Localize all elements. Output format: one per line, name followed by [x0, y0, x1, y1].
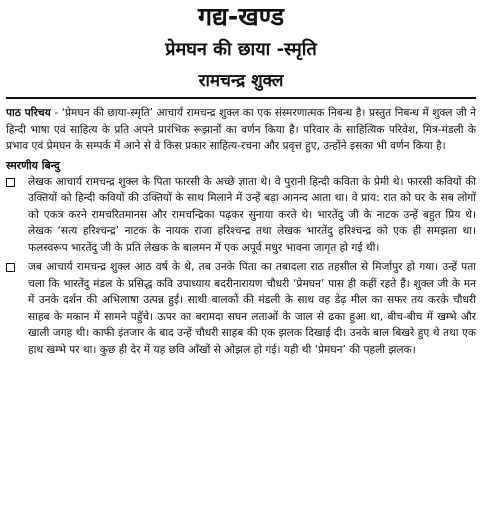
intro-text: - ‘प्रेमघन की छाया-स्मृति’ आचार्य रामचन्द्र शुक्ल का एक संस्मरणात्मक निबन्ध है। प्रस्तुत निबन्ध में शुक्ल जी ने हिन्दी भाषा एवं साहित्य के प्रति अपने प्रारंभिक रूझानों का वर्णन किया है। परिवार के साहित्यिक परिवेश, मित्र-मंडली के प्रभाव एवं प्रेमघन के सम्पर्क में आने से वे किस प्रकार साहित्य-रचना और प्रवृत्त हुए, उन्होंने इसका भी वर्णन किया है।: [6, 107, 476, 152]
intro-paragraph: [6, 105, 476, 155]
title-divider: [6, 97, 476, 99]
points-heading: स्मरणीय बिन्दु: [6, 158, 60, 172]
chapter-title: प्रेमघन की छाया -स्मृति: [165, 39, 317, 60]
list-item-text: लेखक आचार्य रामचन्द्र शुक्ल के पिता फारसी के अच्छे ज्ञाता थे। वे पुरानी हिन्दी कविता के प्रेमी थे। फारसी कवियों की उक्तियों को हिन्दी कवियों की उक्तियों के साथ मिलाने में उन्हें बड़ा आनन्द आता था। वे प्राय: रात को घर के सब लोगों को एकत्र करने रामचरितमानस और रामचन्द्रिका पढ़कर सुनाया करते थे। भारतेंदु जी के नाटक उन्हें बहुत प्रिय थे। लेखक ‘सत्य हरिश्चन्द्र’ नाटक के नायक राजा हरिश्चन्द्र तथा लेखक भारतेंदु हरिश्चन्द्र को एक ही समझता था। फलस्वरूप भारतेंदु जी के प्रति लेखक के बालमन में एक अपूर्व मधुर भावना जागृत हो गई थी।: [28, 175, 476, 254]
checkbox-square-icon: [6, 174, 28, 193]
checkbox-square-icon: [6, 259, 28, 278]
list-item: [6, 174, 476, 257]
intro-label: पाठ परिचय: [6, 107, 51, 119]
author-name: रामचन्द्र शुक्ल: [198, 71, 284, 91]
list-item-text: जब आचार्य रामचन्द्र शुक्ल आठ वर्ष के थे, तब उनके पिता का तबादला राठ तहसील से मिर्जापुर हो गया। उन्हें पता चला कि भारतेंदु मंडल के प्रसिद्ध कवि उपाध्याय बदरीनारायण चौधरी ‘प्रेमघन’ पास ही कहीं रहते हैं। शुक्ल जी के मन में उनके दर्शन की अभिलाषा उत्पन्न हुई। साथी बालकों की मंडली के साथ वह डेढ़ मील का सफर तय करके चौधरी साहब के मकान में सामने पहुँचे। ऊपर का बरामदा सघन लताओं के जाल से ढका हुआ था, बीच-बीच में खम्भे और खाली जगह थी। काफी इंतजार के बाद उन्हें चौधरी साहब की एक झलक दिखाई दी। उनके बाल बिखरे हुए थे तथा एक हाथ खम्भे पर था। कुछ ही देर में यह छवि आँखों से ओझल हो गई। यही थी ‘प्रेमघन’ की पहली झलक।: [28, 261, 476, 356]
points-list: [6, 174, 476, 359]
section-title: गद्य-खण्ड: [198, 2, 284, 31]
list-item: [6, 259, 476, 358]
